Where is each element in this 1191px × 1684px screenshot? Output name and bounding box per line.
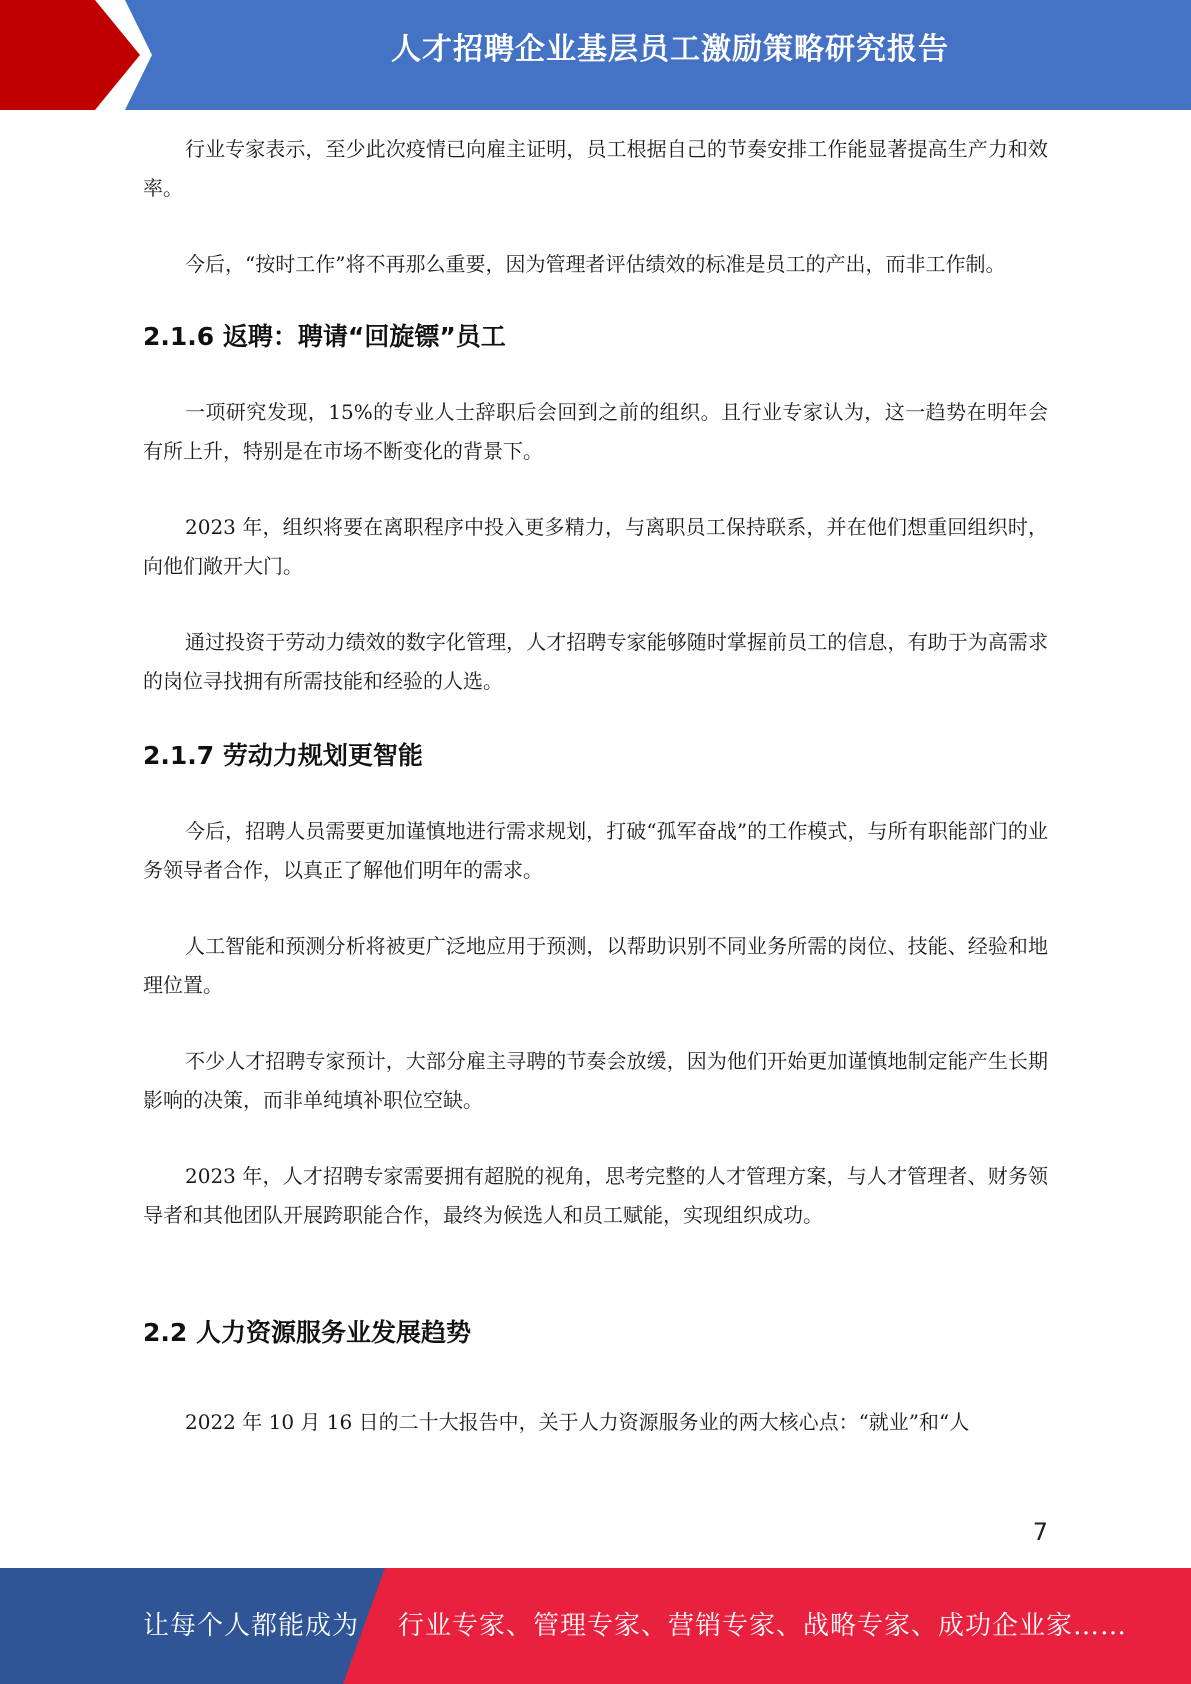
page-footer <box>0 1568 1191 1684</box>
paragraph: 一项研究发现，15%的专业人士辞职后会回到之前的组织。且行业专家认为，这一趋势在明年会有所上升，特别是在市场不断变化的背景下。 <box>143 400 1048 463</box>
paragraph: 今后，招聘人员需要更加谨慎地进行需求规划，打破“孤军奋战”的工作模式，与所有职能部门的业务领导者合作，以真正了解他们明年的需求。 <box>143 819 1048 882</box>
paragraph: 通过投资于劳动力绩效的数字化管理，人才招聘专家能够随时掌握前员工的信息，有助于为高需求的岗位寻找拥有所需技能和经验的人选。 <box>143 630 1048 693</box>
page-number: 7 <box>1032 1518 1048 1546</box>
section-heading-2-2: 2.2 人力资源服务业发展趋势 <box>143 1318 471 1347</box>
paragraph: 人工智能和预测分析将被更广泛地应用于预测，以帮助识别不同业务所需的岗位、技能、经验和地理位置。 <box>143 934 1048 997</box>
document-body <box>143 130 1048 1479</box>
section-heading-2-1-7: 2.1.7 劳动力规划更智能 <box>143 741 423 770</box>
header-title: 人才招聘企业基层员工激励策略研究报告 <box>391 32 949 67</box>
footer-slogan-right: 行业专家、管理专家、营销专家、战略专家、成功企业家…… <box>398 1611 1128 1641</box>
paragraph: 2023 年，组织将要在离职程序中投入更多精力，与离职员工保持联系，并在他们想重回组织时，向他们敞开大门。 <box>143 515 1048 578</box>
paragraph: 2022 年 10 月 16 日的二十大报告中，关于人力资源服务业的两大核心点：“就业”和“人 <box>185 1410 970 1434</box>
footer-slogan-left: 让每个人都能成为 <box>143 1611 360 1641</box>
paragraph: 不少人才招聘专家预计，大部分雇主寻聘的节奏会放缓，因为他们开始更加谨慎地制定能产生长期影响的决策，而非单纯填补职位空缺。 <box>143 1049 1048 1112</box>
paragraph: 行业专家表示，至少此次疫情已向雇主证明，员工根据自己的节奏安排工作能显著提高生产力和效率。 <box>143 137 1048 200</box>
paragraph: 今后，“按时工作”将不再那么重要，因为管理者评估绩效的标准是员工的产出，而非工作制。 <box>185 252 1006 276</box>
paragraph: 2023 年，人才招聘专家需要拥有超脱的视角，思考完整的人才管理方案，与人才管理者、财务领导者和其他团队开展跨职能合作，最终为候选人和员工赋能，实现组织成功。 <box>143 1164 1048 1227</box>
section-heading-2-1-6: 2.1.6 返聘：聘请“回旋镖”员工 <box>143 322 506 351</box>
page-header <box>0 0 1191 110</box>
